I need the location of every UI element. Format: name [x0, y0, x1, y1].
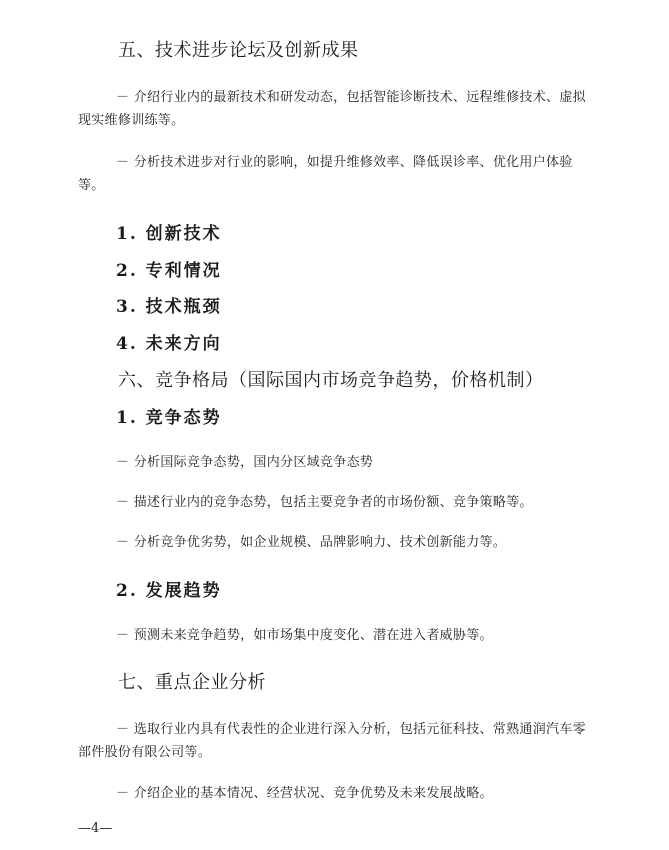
section-7-title: 七、重点企业分析	[118, 672, 266, 693]
page-number: —4—	[78, 821, 113, 836]
competition-bullet-3: － 分析竞争优劣势，如企业规模、品牌影响力、技术创新能力等。	[116, 535, 507, 550]
trend-bullet-1: － 预测未来竞争趋势，如市场集中度变化、潜在进入者威胁等。	[116, 628, 493, 643]
section-5-paragraph-2-line-2: 等。	[78, 178, 105, 193]
section-5-paragraph-1-line-1: － 介绍行业内的最新技术和研发动态，包括智能诊断技术、远程维修技术、虚拟	[116, 90, 586, 105]
section-6-title: 六、竞争格局（国际国内市场竞争趋势，价格机制）	[118, 370, 544, 391]
section-7-paragraph-1-line-1: － 选取行业内具有代表性的企业进行深入分析，包括元征科技、常熟通润汽车零	[116, 722, 586, 737]
subheading-tech-bottleneck: 3. 技术瓶颈	[116, 297, 222, 317]
section-7-paragraph-2: － 介绍企业的基本情况、经营状况、竞争优势及未来发展战略。	[116, 786, 493, 801]
subheading-development-trend: 2. 发展趋势	[116, 581, 222, 601]
subheading-patents: 2. 专利情况	[116, 261, 222, 281]
subheading-competition-status: 1. 竞争态势	[116, 408, 222, 428]
section-7-paragraph-1-line-2: 部件股份有限公司等。	[78, 745, 212, 760]
section-5-title: 五、技术进步论坛及创新成果	[118, 40, 359, 61]
competition-bullet-2: － 描述行业内的竞争态势，包括主要竞争者的市场份额、竞争策略等。	[116, 495, 533, 510]
subheading-innovation-technology: 1. 创新技术	[116, 224, 222, 244]
subheading-future-direction: 4. 未来方向	[116, 334, 222, 354]
section-5-paragraph-2-line-1: － 分析技术进步对行业的影响，如提升维修效率、降低误诊率、优化用户体验	[116, 155, 573, 170]
competition-bullet-1: － 分析国际竞争态势，国内分区域竞争态势	[116, 455, 374, 470]
section-5-paragraph-1-line-2: 现实维修训练等。	[78, 113, 185, 128]
